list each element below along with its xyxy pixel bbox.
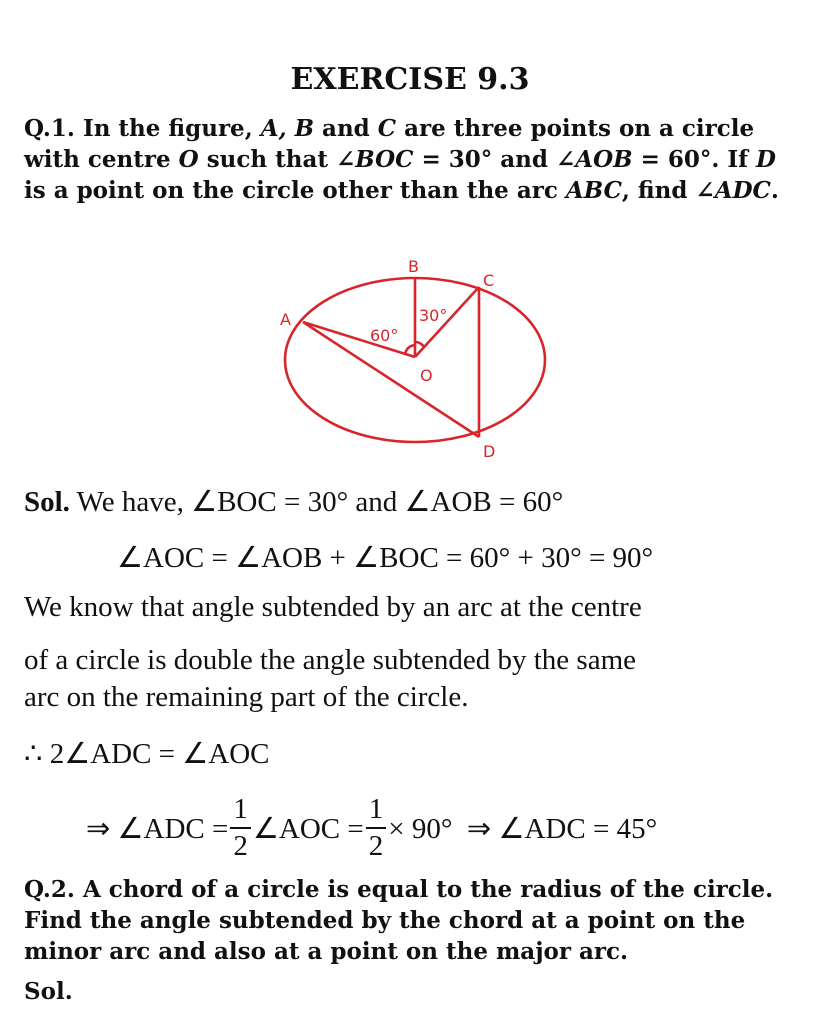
solution-1-label: Sol. [24,486,70,518]
question-2 [24,874,804,967]
solution-line-3: We know that angle subtended by an arc at the centre [24,591,642,623]
solution-1-line-1: We have, ∠BOC = 30° and ∠AOB = 60° [76,486,564,518]
question-1-label: Q.1. [24,115,75,142]
q1-text-12: is a point on the circle other than the arc [24,177,566,204]
q1-text-16: . [770,177,779,204]
fraction-one-half-a [230,795,251,861]
solution-line-6: ∴ 2∠ADC = ∠AOC [24,738,270,770]
angle-label-aob: 60° [370,326,399,345]
q1-text-5: O [178,146,199,173]
exercise-title: EXERCISE 9.3 [290,62,530,97]
final-part-3: × 90° ⇒ ∠ADC = 45° [388,812,658,845]
fraction-one-half-b [366,795,387,861]
question-1 [24,113,804,206]
q1-text-6: such that [198,146,336,173]
solution-line-2: ∠AOC = ∠AOB + ∠BOC = 60° + 30° = 90° [117,542,654,574]
angle-arc-boc [415,342,424,347]
q1-text-4: are three points on a circle with centre [24,115,755,173]
q1-text-0: In the figure, [82,115,261,142]
angle-label-boc: 30° [419,306,448,325]
solution-line-5: arc on the remaining part of the circle. [24,681,469,713]
q1-text-1: A, B [260,115,315,142]
question-2-label: Q.2. [24,876,75,903]
q1-text-11: D [756,146,776,173]
fraction-numerator: 1 [233,793,248,825]
q1-text-13: ABC [565,177,622,204]
label-o: O [420,366,433,385]
q1-text-15: ∠ADC [695,177,771,204]
solution-2-label: Sol. [24,978,73,1005]
final-part-1: ⇒ ∠ADC = [86,812,229,845]
q1-text-3: C [377,115,397,142]
angle-arc-aob [405,345,415,354]
solution-line-1 [24,484,814,519]
q1-text-8: = 30° and [413,146,556,173]
q1-text-10: = 60°. If [632,146,757,173]
circle-figure [270,250,560,470]
label-b: B [408,257,419,276]
question-2-text: A chord of a circle is equal to the radius of the circle. Find the angle subtended by the chord at a point on the minor arc and also at a point on the major arc. [24,876,774,965]
fraction-denominator: 2 [230,827,251,861]
label-a: A [280,310,291,329]
fraction-numerator: 1 [368,793,384,825]
fraction-denominator: 2 [366,827,387,861]
q1-text-14: , find [621,177,696,204]
q1-text-7: ∠BOC [335,146,414,173]
solution-line-4: of a circle is double the angle subtended by the same [24,644,637,676]
solution-final-line [86,790,820,866]
q1-text-9: ∠AOB [555,146,633,173]
q1-text-2: and [314,115,378,142]
label-c: C [483,271,495,290]
label-d: D [483,442,496,461]
final-part-2: ∠AOC = [252,812,364,845]
